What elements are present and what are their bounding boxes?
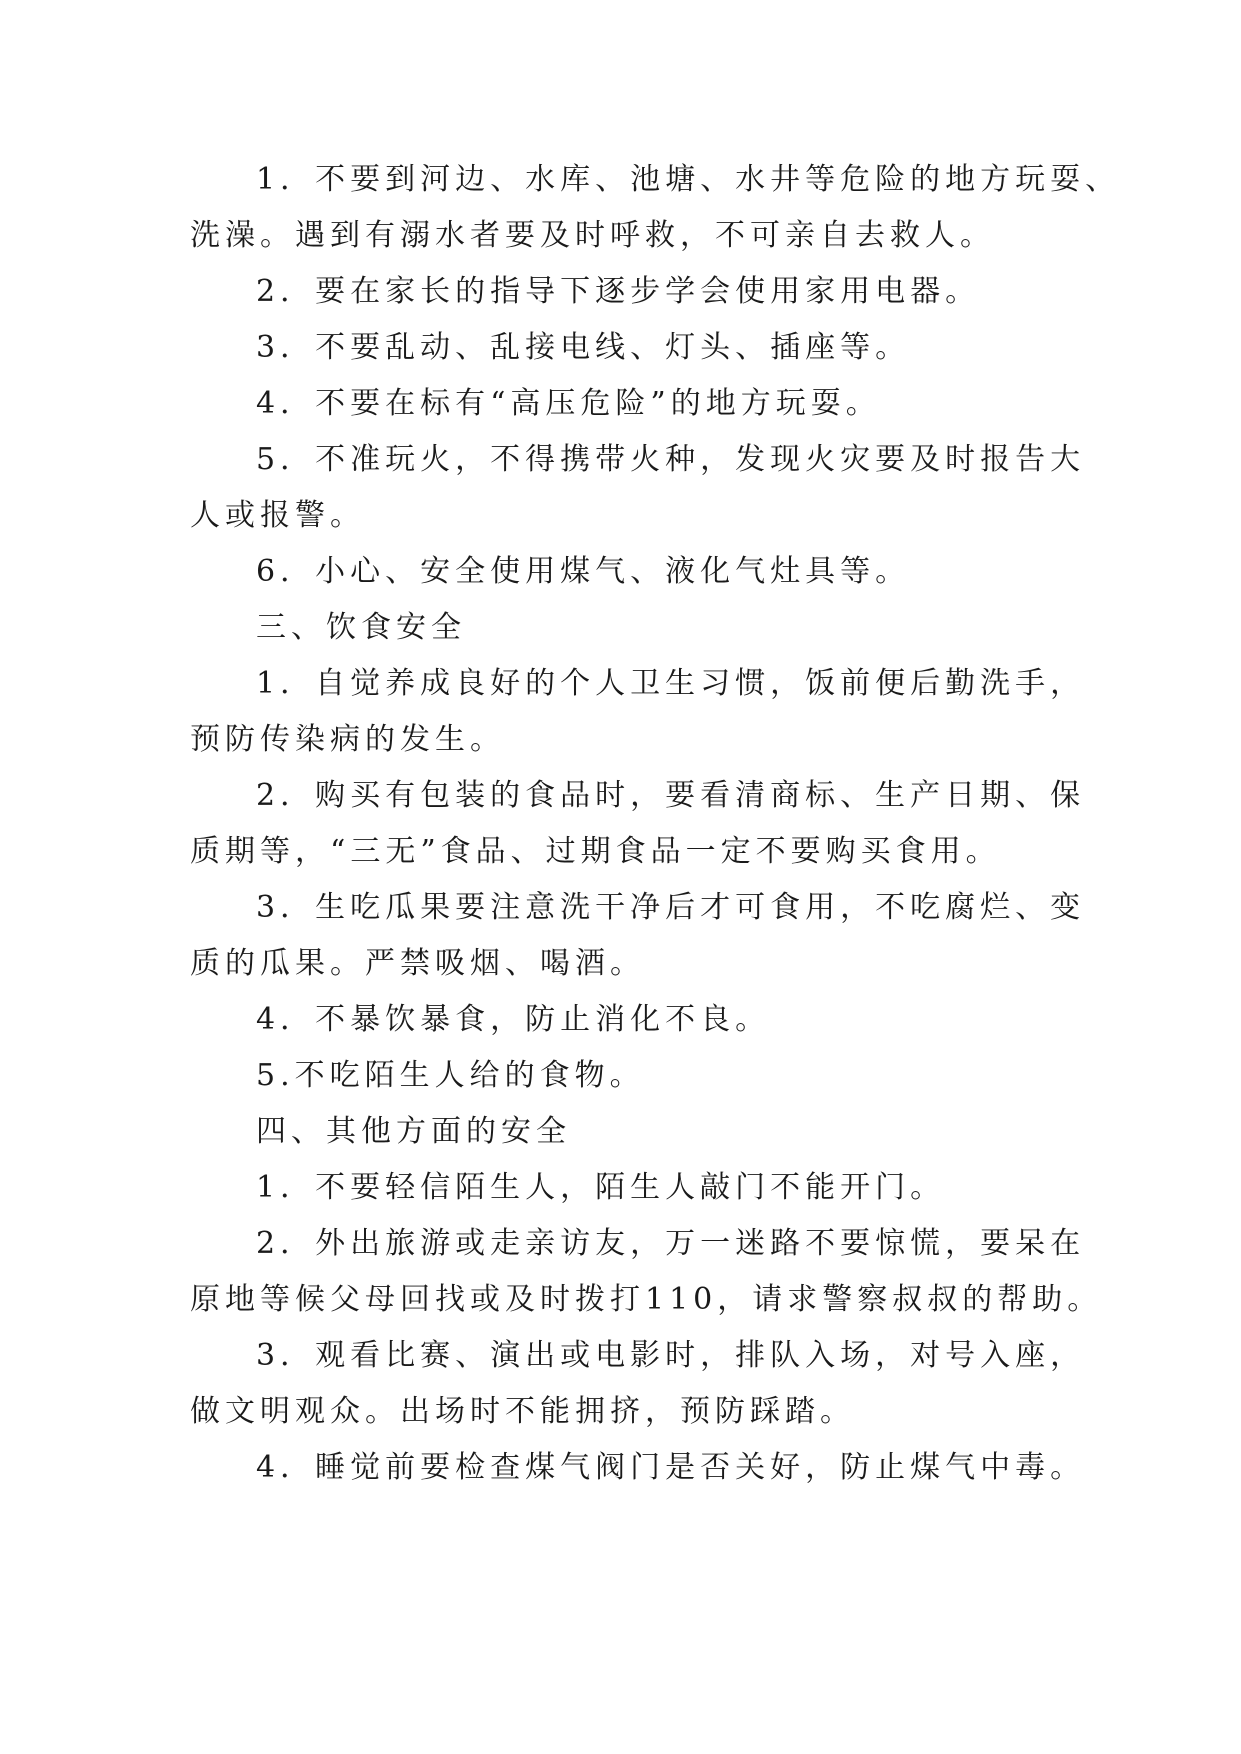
list-item-line: 预防传染病的发生。 — [190, 722, 505, 757]
list-item-line: 质期等，“三无”食品、过期食品一定不要购买食用。 — [190, 834, 1001, 869]
list-item-line: 质的瓜果。严禁吸烟、喝酒。 — [190, 946, 645, 981]
list-item-line: 人或报警。 — [190, 498, 365, 533]
list-item-line: 1．不要轻信陌生人，陌生人敲门不能开门。 — [256, 1170, 946, 1205]
list-item-line: 1．不要到河边、水库、池塘、水井等危险的地方玩耍、 — [256, 162, 1121, 197]
list-item-line: 原地等候父母回找或及时拨打110，请求警察叔叔的帮助。 — [190, 1282, 1103, 1317]
list-item-line: 2．外出旅游或走亲访友，万一迷路不要惊慌，要呆在 — [256, 1226, 1086, 1261]
list-item-line: 4．不要在标有“高压危险”的地方玩耍。 — [256, 386, 881, 421]
list-item-line: 3．不要乱动、乱接电线、灯头、插座等。 — [256, 330, 911, 365]
list-item-line: 5．不准玩火，不得携带火种，发现火灾要及时报告大 — [256, 442, 1086, 477]
list-item-line: 3．生吃瓜果要注意洗干净后才可食用，不吃腐烂、变 — [256, 890, 1086, 925]
section-heading: 三、饮食安全 — [256, 610, 466, 645]
list-item-line: 3．观看比赛、演出或电影时，排队入场，对号入座， — [256, 1338, 1086, 1373]
list-item-line: 6．小心、安全使用煤气、液化气灶具等。 — [256, 554, 911, 589]
list-item-line: 1．自觉养成良好的个人卫生习惯，饭前便后勤洗手， — [256, 666, 1086, 701]
list-item-line: 2．要在家长的指导下逐步学会使用家用电器。 — [256, 274, 981, 309]
list-item-line: 4．不暴饮暴食，防止消化不良。 — [256, 1002, 771, 1037]
list-item-line: 做文明观众。出场时不能拥挤，预防踩踏。 — [190, 1394, 855, 1429]
list-item-line: 2．购买有包装的食品时，要看清商标、生产日期、保 — [256, 778, 1086, 813]
list-item-line: 5.不吃陌生人给的食物。 — [256, 1058, 645, 1093]
section-heading: 四、其他方面的安全 — [256, 1114, 571, 1149]
list-item-line: 洗澡。遇到有溺水者要及时呼救，不可亲自去救人。 — [190, 218, 995, 253]
list-item-line: 4．睡觉前要检查煤气阀门是否关好，防止煤气中毒。 — [256, 1450, 1086, 1485]
